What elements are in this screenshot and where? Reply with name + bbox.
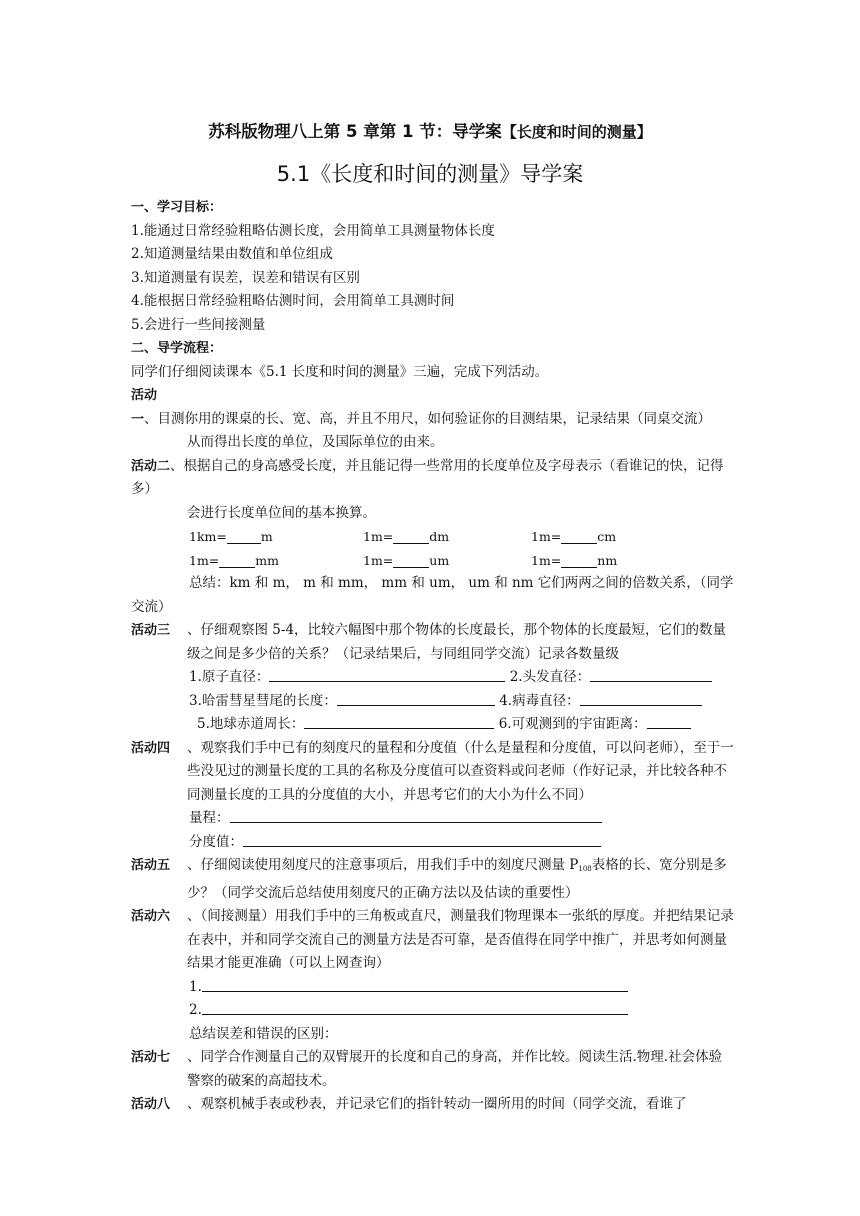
hair-diameter-label: 2.头发直径：	[509, 669, 591, 685]
conversion-row-1	[131, 525, 735, 549]
conv-3-left: 1m=	[531, 529, 562, 544]
activity-5	[131, 854, 735, 905]
goal-item-5: 5.会进行一些间接测量	[131, 316, 266, 333]
division-row	[131, 831, 735, 855]
range-blank	[230, 807, 602, 823]
conv-1-blank	[227, 528, 261, 544]
activity-4-text: 、观察我们手中已有的刻度尺的量程和分度值（什么是量程和分度值，可以问老师），至于一些没见过的测量长度的工具的名称及分度值可以查资料或问老师（作好记录，并比较各种不同测量长度的工具的分度值的大小，并思考它们的大小为什么不同）	[187, 739, 734, 803]
activity-7	[131, 1046, 735, 1093]
document-header	[0, 118, 860, 142]
conv-4-blank	[219, 552, 255, 568]
goal-item-1: 1.能通过日常经验粗略估测长度，会用简单工具测量物体长度	[131, 222, 495, 239]
header-tail: 【长度和时间的测量】	[501, 123, 652, 141]
conv-1-left: 1km=	[189, 529, 227, 544]
conv-2-unit: dm	[429, 529, 450, 544]
comet-tail-blank	[337, 690, 495, 706]
activity-1-follow: 从而得出长度的单位，及国际单位的由来。	[187, 434, 444, 450]
activity-1-text: 、目测你用的课桌的长、宽、高，并且不用尺，如何验证你的目测结果，记录结果（同桌交流）	[144, 410, 712, 427]
activity-7-label: 活动七	[131, 1050, 171, 1065]
goal-item-3: 3.知道测量有误差，误差和错误有区别	[131, 269, 360, 286]
activity-3	[131, 619, 735, 666]
answer-1-blank	[202, 976, 628, 992]
activity-8	[131, 1093, 735, 1117]
division-label: 分度值：	[189, 833, 243, 850]
page-title: 5.1《长度和时间的测量》导学案	[276, 162, 584, 186]
virus-diameter-label: 4.病毒直径：	[499, 692, 580, 709]
conv-6-unit: nm	[597, 552, 618, 568]
activity-2	[131, 455, 735, 502]
answer-2-label: 2.	[189, 1002, 202, 1018]
conv-5-unit: um	[429, 552, 450, 568]
atom-diameter-label: 1.原子直径：	[189, 669, 270, 685]
comet-tail-label: 3.哈雷彗星彗尾的长度：	[189, 692, 337, 709]
magnitude-row-2	[131, 690, 735, 714]
conv-1-unit: m	[260, 529, 273, 544]
hair-diameter-blank	[590, 666, 712, 682]
conv-5-left: 1m=	[363, 552, 394, 568]
activity-2-text: 、根据自己的身高感受长度，并且能记得一些常用的长度单位及字母表示（看谁记的快，记得多）	[131, 457, 724, 497]
activity-5-label: 活动五	[131, 858, 171, 873]
conv-6-blank	[561, 552, 597, 568]
conv-5-blank	[393, 552, 429, 568]
activity-5-text-a: 、仔细阅读使用刻度尺的注意事项后，用我们手中的刻度尺测量 P	[187, 857, 579, 873]
header-main: 苏科版物理八上第 5 章第 1 节：导学案	[208, 122, 502, 141]
magnitude-row-1	[131, 666, 735, 690]
conv-3-blank	[561, 528, 597, 544]
activity-8-text: 、观察机械手表或秒表，并记录它们的指针转动一圈所用的时间（同学交流，看谁了	[187, 1096, 687, 1112]
page-subscript: 108	[578, 865, 592, 873]
conv-4-unit: mm	[255, 552, 279, 568]
activity-2-summary: 总结：km 和 m， m 和 mm， mm 和 um， um 和 nm 它们两两之间的倍数关系，（同学交流）	[131, 575, 734, 615]
activity-8-label: 活动八	[131, 1097, 171, 1112]
magnitude-row-3	[131, 713, 735, 737]
activity-3-text: 、仔细观察图 5-4，比较六幅图中那个物体的长度最长，那个物体的长度最短，它们的数量级之间是多少倍的关系？（记录结果后，与同组同学交流）记录各数量级	[187, 622, 727, 662]
activity-7-text: 、同学合作测量自己的双臂展开的长度和自己的身高，并作比较。阅读生活.物理.社会体验警察的破案的高超技术。	[187, 1049, 723, 1089]
activity-1	[131, 384, 735, 431]
equator-label: 5.地球赤道周长：	[197, 716, 305, 732]
activity-4	[131, 737, 735, 808]
goals-heading: 一、学习目标：	[131, 200, 223, 215]
activity-6	[131, 905, 735, 976]
goal-item-4: 4.能根据日常经验粗略估测时间，会用简单工具测时间	[131, 293, 455, 309]
range-label: 量程：	[189, 810, 230, 826]
flow-heading: 二、导学流程：	[131, 341, 223, 356]
activity-3-label: 活动三	[131, 623, 171, 638]
activity-5-text-b: 表格的长、宽分别是多少？（同学交流后总结使用刻度尺的正确方法以及估读的重要性）	[187, 857, 727, 901]
activity-2-label: 活动二	[131, 458, 171, 474]
division-blank	[243, 831, 601, 847]
conversion-row-2	[131, 549, 735, 573]
answer-row-2	[131, 999, 735, 1023]
universe-distance-blank	[647, 713, 691, 729]
activity-5-text	[187, 854, 735, 905]
activity-2-follow: 会进行长度单位间的基本换算。	[187, 504, 376, 521]
virus-diameter-blank	[580, 690, 702, 706]
answer-2-blank	[202, 999, 628, 1015]
flow-intro: 同学们仔细阅读课本《5.1 长度和时间的测量》三遍，完成下列活动。	[131, 363, 549, 380]
conv-6-left: 1m=	[531, 552, 562, 568]
atom-diameter-blank	[269, 666, 505, 682]
range-row	[131, 807, 735, 831]
goal-item-2: 2.知道测量结果由数值和单位组成	[131, 246, 333, 262]
conv-3-unit: cm	[597, 529, 617, 544]
answer-row-1	[131, 976, 735, 1000]
equator-blank	[304, 713, 494, 729]
universe-distance-label: 6.可观测到的宇宙距离：	[498, 716, 647, 732]
answer-1-label: 1.	[189, 978, 202, 995]
activity-4-label: 活动四	[131, 740, 171, 756]
conv-2-blank	[393, 528, 429, 544]
conv-2-left: 1m=	[363, 529, 394, 544]
activity-6-label: 活动六	[131, 909, 171, 924]
conv-4-left: 1m=	[189, 552, 220, 568]
activity-6-text: 、（间接测量）用我们手中的三角板或直尺，测量我们物理课本一张纸的厚度。并把结果记录在表中，并和同学交流自己的测量方法是否可靠，是否值得在同学中推广，并思考如何测量结果才能更准确（可以上网查询）	[187, 908, 734, 971]
error-summary: 总结误差和错误的区别：	[189, 1025, 338, 1042]
document-body	[131, 196, 735, 1117]
activity-1-label: 活动一	[131, 388, 158, 427]
